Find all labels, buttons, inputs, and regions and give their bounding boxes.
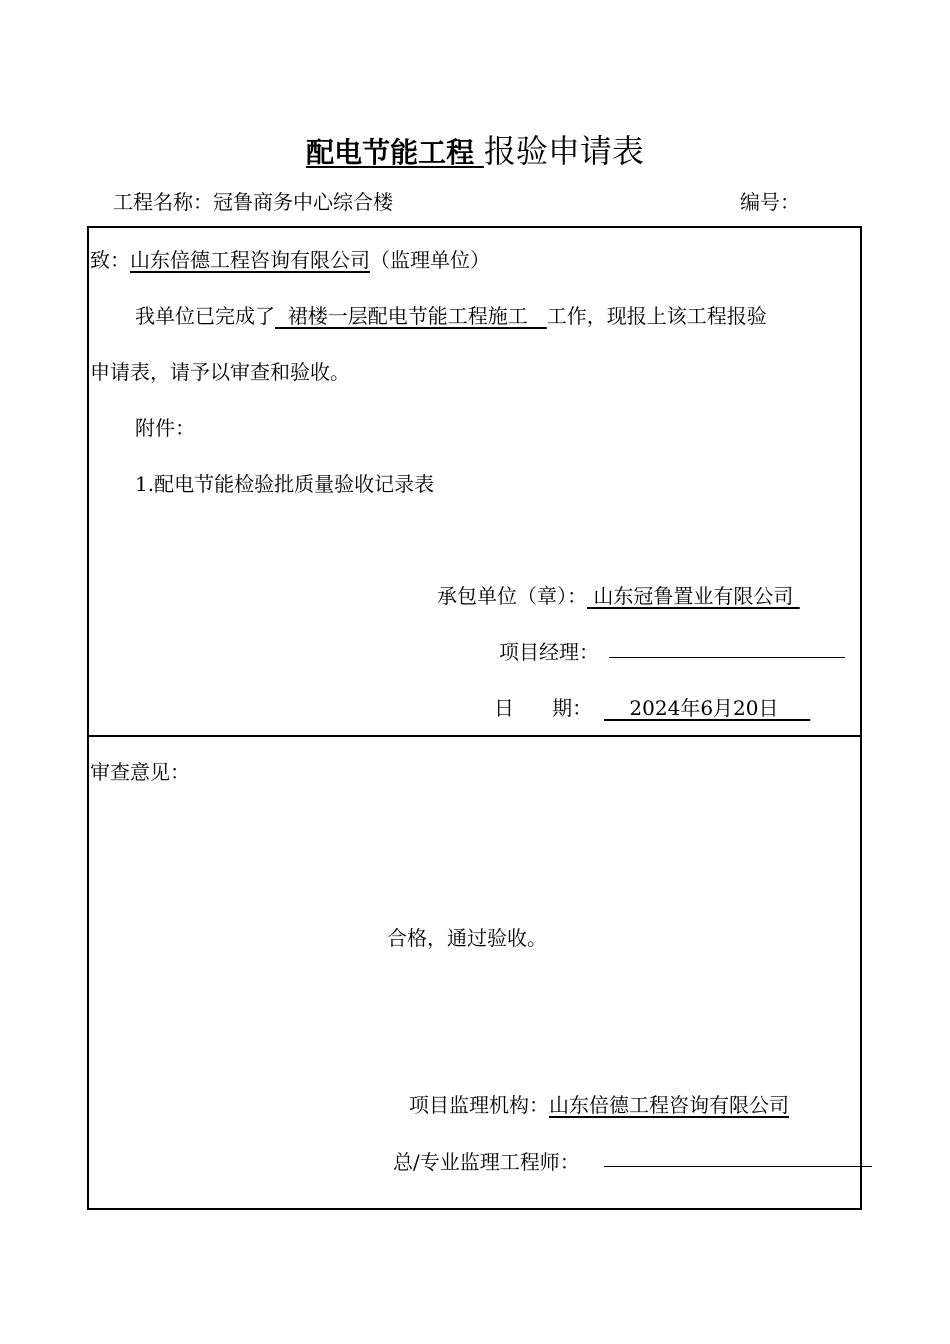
attachment-label: 附件： (135, 416, 195, 440)
contractor-name: 山东冠鲁置业有限公司 (587, 584, 800, 608)
to-label: 致： (90, 248, 130, 272)
agency-row (409, 1089, 789, 1118)
body-line-1 (135, 300, 767, 329)
title-part1: 配电节能工程 (306, 136, 484, 169)
manager-label: 项目经理： (499, 640, 599, 664)
attachment-item: 1.配电节能检验批质量验收记录表 (135, 472, 435, 496)
date-label: 日 期： (494, 696, 593, 720)
body-suffix: 工作，现报上该工程报验 (546, 304, 767, 328)
number-label: 编号： (740, 190, 800, 214)
engineer-signature-line (604, 1166, 872, 1167)
contractor-label: 承包单位（章）： (437, 584, 587, 608)
contractor-row (437, 580, 800, 609)
review-opinion: 合格，通过验收。 (387, 926, 547, 950)
engineer-label: 总/专业监理工程师： (393, 1150, 580, 1174)
manager-signature-line (609, 657, 845, 658)
work-item: 裙楼一层配电节能工程施工 (275, 304, 547, 328)
date-value: 2024年6月20日 (604, 696, 811, 720)
to-suffix: （监理单位） (370, 248, 490, 272)
title-part2: 报验申请表 (483, 132, 644, 170)
body-prefix: 我单位已完成了 (135, 304, 275, 328)
project-label: 工程名称： (113, 190, 213, 214)
agency-name: 山东倍德工程咨询有限公司 (549, 1093, 789, 1117)
review-label: 审查意见： (90, 760, 190, 784)
project-name: 冠鲁商务中心综合楼 (213, 190, 393, 214)
to-line (90, 244, 490, 273)
to-unit: 山东倍德工程咨询有限公司 (130, 248, 370, 272)
agency-label: 项目监理机构： (409, 1093, 549, 1117)
review-section (87, 735, 862, 1210)
body-line-2: 申请表，请予以审查和验收。 (90, 360, 350, 384)
page-title (0, 126, 950, 172)
project-name-row (113, 186, 393, 215)
